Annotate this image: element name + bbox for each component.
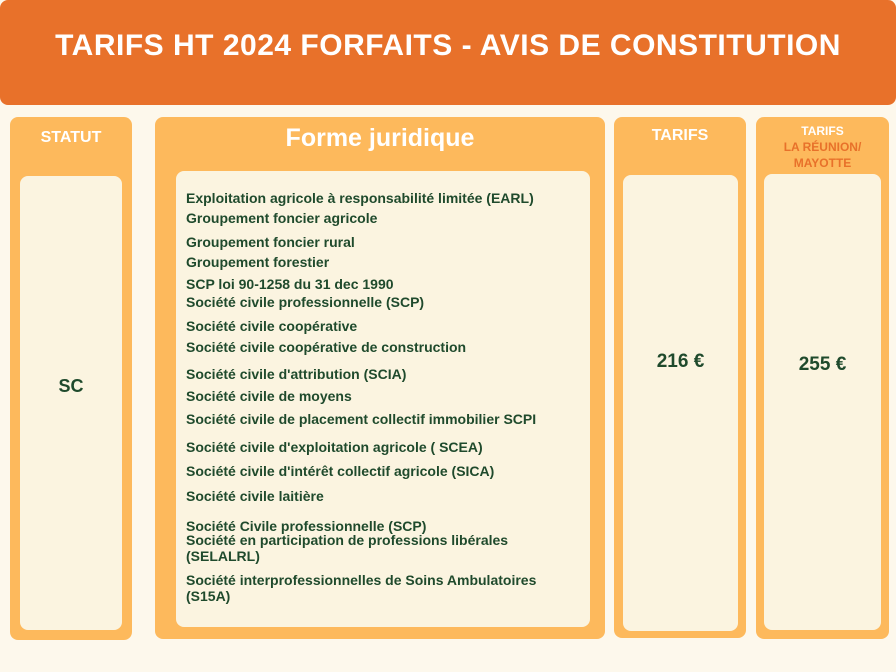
tarif-reunion-value: 255 € <box>798 354 847 375</box>
list-item: SCP loi 90-1258 du 31 dec 1990 <box>186 276 394 292</box>
statut-column <box>10 117 132 640</box>
forme-juridique-heading: Forme juridique <box>285 124 475 152</box>
statut-heading: STATUT <box>40 129 102 146</box>
list-item: Société civile d'exploitation agricole ( SCEA) <box>186 439 483 455</box>
list-item: Société Civile professionnelle (SCP) <box>186 518 427 534</box>
list-item: Société civile d'intérêt collectif agricole (SICA) <box>186 463 495 479</box>
list-item: Groupement forestier <box>186 254 330 270</box>
tarifs-heading: TARIFS <box>651 127 709 144</box>
list-item: Société civile professionnelle (SCP) <box>186 294 425 310</box>
tarifs-reunion-subtitle: LA RÉUNION/ MAYOTTE <box>783 140 862 170</box>
list-item: Groupement foncier agricole <box>186 210 378 226</box>
statut-panel <box>20 176 122 630</box>
tarif-value: 216 € <box>656 351 705 372</box>
tarifs-panel <box>623 175 738 631</box>
forme-juridique-column <box>155 117 605 639</box>
statut-value: SC <box>58 376 84 396</box>
list-item: Société en participation de professions libérales (SELALRL) <box>186 532 509 564</box>
tarifs-reunion-title: TARIFS <box>801 124 844 138</box>
list-item: Exploitation agricole à responsabilité limitée (EARL) <box>186 190 534 206</box>
list-item: Société civile d'attribution (SCIA) <box>186 366 407 382</box>
list-item: Société civile de moyens <box>186 388 352 404</box>
list-item: Société civile coopérative de construction <box>186 339 467 355</box>
tarifs-reunion-column <box>756 117 889 639</box>
list-item: Groupement foncier rural <box>186 234 355 250</box>
tarifs-reunion-panel <box>764 174 881 630</box>
list-item: Société civile laitière <box>186 488 324 504</box>
page-title: TARIFS HT 2024 FORFAITS - AVIS DE CONSTITUTION <box>55 28 841 62</box>
list-item: Société interprofessionnelles de Soins Ambulatoires (S15A) <box>186 572 537 604</box>
tarifs-column <box>614 117 746 638</box>
list-item: Société civile coopérative <box>186 318 358 334</box>
list-item: Société civile de placement collectif immobilier SCPI <box>186 411 537 427</box>
tarifs-reunion-heading <box>756 123 889 171</box>
header-banner <box>0 0 896 105</box>
forme-juridique-panel <box>176 171 590 627</box>
